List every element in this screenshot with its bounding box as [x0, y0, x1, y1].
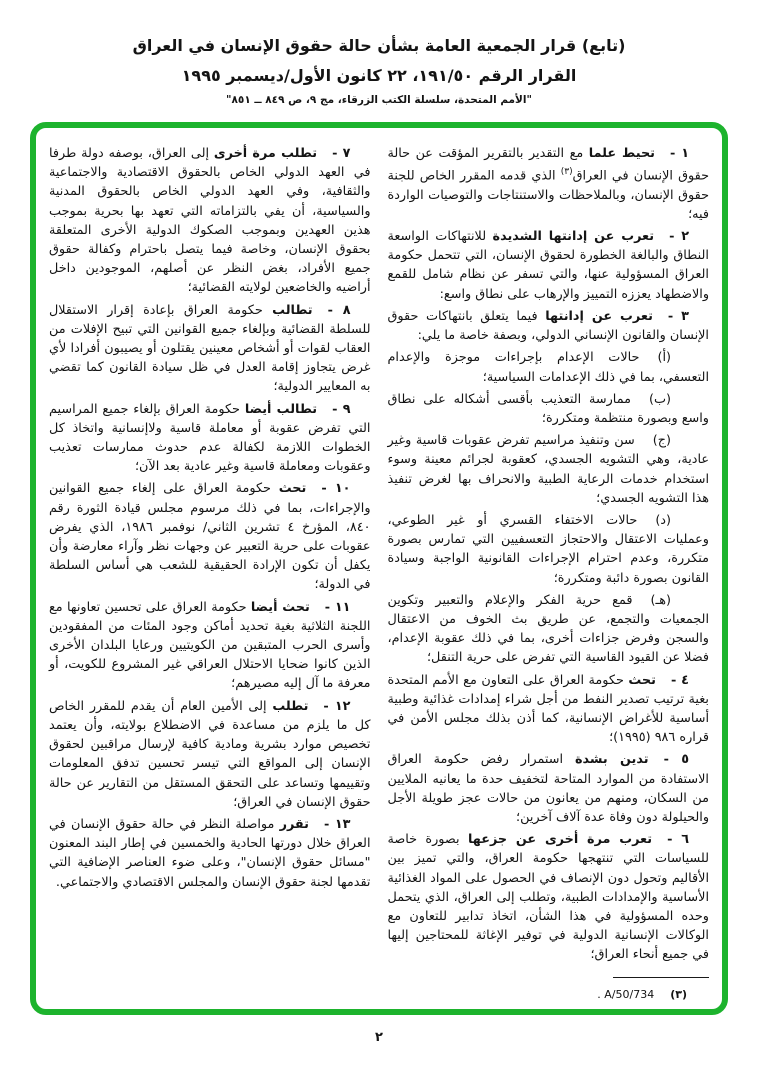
paragraph-number: ٤ -: [670, 672, 689, 688]
paragraph-text: إلى العراق، بوصفه دولة طرفا في العهد الدولي الخاص بالحقوق الاقتصادية والاجتماعية والثقافية، وفي العهد الدولي الخاص بالحقوق المدنية والسياسية، أن يفي بالتزاماته التي تعهد بها بحرية بموجب هذين العهدين وبموجب الصكوك الدولية الأخرى المتعلقة بحقوق الإنسان، وخاصة فيما يتصل باحترام وكفالة حقوق جميع الأفراد، بغض النظر عن أصلهم، الموجودين داخل أراضيه والخاضعين لولايته القضائية؛: [49, 146, 371, 296]
two-column-text: [49, 144, 709, 999]
paragraph-number: ٢ -: [669, 229, 689, 245]
subparagraph-text: ممارسة التعذيب بأقسى أشكاله على نطاق واسع وبصورة منتظمة ومتكررة؛: [387, 391, 709, 426]
subparagraph-text: حالات الاختفاء القسري أو غير الطوعي، وعمليات الاعتقال والاحتجاز التعسفيين التي تمارس بصورة متكررة، وعدم احترام الإجراءات القانونية الواجبة وسيادة القانون بصورة دائبة ومتكررة؛: [387, 512, 709, 586]
paragraph-number: ١١ -: [324, 599, 351, 615]
subparagraph-marker: (د): [655, 512, 671, 528]
page-number: ٢: [375, 1030, 383, 1045]
footnote-marker: (٣): [670, 987, 687, 1001]
subparagraph-d: [388, 511, 710, 588]
subparagraph-b: [388, 390, 710, 428]
operative-paragraph-11: [49, 598, 371, 694]
subparagraph-marker: (أ): [657, 350, 671, 366]
paragraph-text: استمرار رفض حكومة العراق الاستفادة من الموارد المتاحة لتخفيف حدة ما يعانيه الملايين من السكان، ومنهم من يعانون من حالات عجز طويلة الأجل والحيلولة دون وفاة عدة آلاف آخرين؛: [387, 752, 709, 825]
subparagraph-marker: (ج): [652, 433, 671, 449]
footnote: [388, 985, 710, 1004]
paragraph-lead: تعرب عن إدانتها الشديدة: [492, 229, 655, 245]
paragraph-text: فيما يتعلق بانتهاكات حقوق الإنسان والقانون الإنساني الدولي، وبصفة خاصة ما يلي:: [387, 308, 709, 344]
document-header: [0, 36, 758, 106]
paragraph-text: حكومة العراق على التعاون مع الأمم المتحدة بغية ترتيب تصدير النفط من أجل شراء إمدادات غذائية وطبية أساسية للأغراض الإنسانية، كما أذن بذلك مجلس الأمن في قراره ٩٨٦ (١٩٩٥)؛: [387, 672, 709, 746]
footnote-reference: (٣): [560, 167, 573, 178]
paragraph-lead: تطلب مرة أخرى: [213, 146, 318, 161]
operative-paragraph-8: [49, 301, 371, 397]
paragraph-number: ٦ -: [667, 832, 689, 848]
paragraph-number: ١٠ -: [321, 481, 351, 497]
paragraph-text: الذي قدمه المقرر الخاص للجنة حقوق الإنسان، وبالملاحظات والاستنتاجات والتوصيات الواردة فيه؛: [387, 168, 709, 222]
paragraph-lead: تعرب عن إدانتها: [545, 308, 653, 324]
operative-paragraph-13: [49, 815, 371, 892]
subparagraph-text: حالات الإعدام بإجراءات موجزة والإعدام التعسفي، بما في ذلك الإعدامات السياسية؛: [387, 350, 709, 385]
operative-paragraph-9: [49, 400, 371, 477]
paragraph-text: للانتهاكات الواسعة النطاق والبالغة الخطورة لحقوق الإنسان، التي تتحمل حكومة العراق المسؤولية عنها، والتي تسفر عن نظام شامل للقمع والاضطهاد يعززه التمييز والإرهاب على نطاق واسع:: [387, 229, 709, 302]
paragraph-lead: تقرر: [279, 816, 309, 832]
subparagraph-e: [388, 591, 710, 668]
paragraph-lead: تحث: [628, 672, 656, 688]
footnote-text: A/50/734 .: [597, 987, 655, 1001]
subparagraph-marker: (ب): [648, 391, 671, 407]
source-citation: "الأمم المتحدة، سلسلة الكتب الزرقاء، مج ٩، ص ٨٤٩ ــ ٨٥١": [226, 94, 532, 106]
paragraph-lead: تطالب: [272, 302, 313, 318]
paragraph-lead: تحث أيضا: [250, 599, 310, 615]
paragraph-text: حكومة العراق بإلغاء جميع المراسيم التي تفرض عقوبة أو معاملة قاسية ولاإنسانية واتخاذ كل الخطوات اللازمة لكفالة عدم حدوث ممارسات تعذيب وعقوبات ومعاملة قاسية وغير عادية بعد الآن؛: [49, 401, 371, 475]
subparagraph-marker: (هـ): [650, 592, 671, 608]
paragraph-number: ١٣ -: [323, 816, 351, 832]
paragraph-text: حكومة العراق على تحسين تعاونها مع اللجنة الثلاثية بغية تحديد أماكن وجود المئات من المفقودين وأسرى الحرب المتبقين من الكويتيين ورعايا البلدان الأخرى الذين كانوا ضحايا الاحتلال العراقي غير المشروع للكويت، أو معرفة ما آل إليه مصيرهم؛: [49, 599, 371, 692]
paragraph-number: ٨ -: [327, 302, 351, 318]
operative-paragraph-3: [388, 307, 710, 345]
operative-paragraph-2: [388, 227, 710, 304]
operative-paragraph-4: [388, 671, 710, 748]
operative-paragraph-5: [388, 750, 710, 827]
paragraph-number: ١٢ -: [323, 698, 351, 714]
subparagraph-text: قمع حرية الفكر والإعلام والتعبير وتكوين الجمعيات والتجمع، عن طريق بث الخوف من الاعتقال والسجن وفرض جزاءات أخرى، بما في ذلك عقوبة الإعدام، فضلا عن القيود القاسية التي تفرض على حرية التنقل؛: [387, 592, 709, 666]
paragraph-text: حكومة العراق بإعادة إقرار الاستقلال للسلطة القضائية وبإلغاء جميع القوانين التي تبيح الإفلات من العقاب لقوات أو أشخاص معينين يقتلون أو يصيبون أفرادا لأي غرض يتجاوز إقامة العدل في ظل سيادة القانون كما تقضي به المعايير الدولية؛: [49, 302, 371, 395]
subparagraph-c: [388, 431, 710, 508]
paragraph-text: مع التقدير بالتقرير المؤقت عن حالة حقوق الإنسان في العراق: [387, 146, 709, 184]
resolution-number-line: القرار الرقم ١٩١/٥٠، ٢٢ كانون الأول/ديسمبر ١٩٩٥: [181, 66, 577, 85]
paragraph-text: حكومة العراق على إلغاء جميع القوانين والإجراءات، بما في ذلك مرسوم مجلس قيادة الثورة رقم ٨٤٠، المؤرخ ٤ تشرين الثاني/ نوفمبر ١٩٨٦، الذي يفرض عقوبات على حرية التعبير عن وجهات نظر وآراء معارضة وأن يكفل أن تكون الإرادة الحقيقية للشعب هي أساس السلطة في الدولة؛: [49, 481, 371, 593]
paragraph-text: إلى الأمين العام أن يقدم للمقرر الخاص كل ما يلزم من مساعدة في الاضطلاع بولايته، وأن يعتمد تخصيص موارد بشرية ومادية كافية لإرسال مراقبين لحقوق الإنسان إلى المواقع التي تيسر تحسين تدفق المعلومات وتقييمها وتساعد على التحقق المستقل من التقارير عن حالة حقوق الإنسان في العراق؛: [49, 698, 371, 810]
paragraph-lead: تحث: [278, 481, 307, 497]
paragraph-number: ٩ -: [332, 401, 351, 417]
operative-paragraph-10: [49, 479, 371, 594]
subparagraph-a: [388, 348, 710, 386]
left-column: [49, 144, 371, 999]
paragraph-lead: تحيط علما: [588, 146, 655, 161]
paragraph-lead: تعرب مرة أخرى عن جزعها: [467, 832, 653, 848]
paragraph-lead: تدين بشدة: [574, 752, 649, 768]
paragraph-text: بصورة خاصة للسياسات التي تنتهجها حكومة العراق، والتي تميز بين الأقاليم وتحول دون الإنصاف في الحصول على المواد الغذائية الأساسية والإمدادات الطبية، وتطلب إلى العراق، الذي يتحمل وحده المسؤولية في هذا الشأن، اتخاذ تدابير للتعاون مع الوكالات الإنسانية الدولية في توفير الإغاثة للمحتاجين إليها في جميع أنحاء العراق؛: [387, 832, 709, 963]
right-column: [388, 144, 710, 999]
operative-paragraph-12: [49, 697, 371, 812]
paragraph-number: ٥ -: [663, 752, 689, 768]
paragraph-lead: تطالب أيضا: [244, 401, 318, 417]
paragraph-number: ١ -: [669, 146, 689, 161]
footnote-separator: [613, 977, 709, 978]
subparagraph-text: سن وتنفيذ مراسيم تفرض عقوبات قاسية وغير عادية، وهي التشويه الجسدي، كعقوبة لجرائم معينة وسوء استخدام خدمات الرعاية الطبية والانحراف بها لغرض تنفيذ هذا التشويه الجسدي؛: [387, 433, 709, 506]
operative-paragraph-7: [49, 144, 371, 298]
operative-paragraph-6: [388, 830, 710, 964]
document-frame: [30, 122, 728, 1015]
paragraph-lead: تطلب: [272, 698, 309, 714]
paragraph-text: مواصلة النظر في حالة حقوق الإنسان في العراق خلال دورتها الحادية والخمسين في إطار البند المعنون "مسائل حقوق الإنسان"، وعلى ضوء العناصر الإضافية التي تقدمها لجنة حقوق الإنسان والمجلس الاقتصادي والاجتماعي.: [49, 816, 371, 890]
document-title: (تابع) قرار الجمعية العامة بشأن حالة حقوق الإنسان في العراق: [132, 36, 626, 55]
paragraph-number: ٧ -: [332, 146, 351, 161]
operative-paragraph-1: [388, 144, 710, 224]
paragraph-number: ٣ -: [667, 308, 689, 324]
